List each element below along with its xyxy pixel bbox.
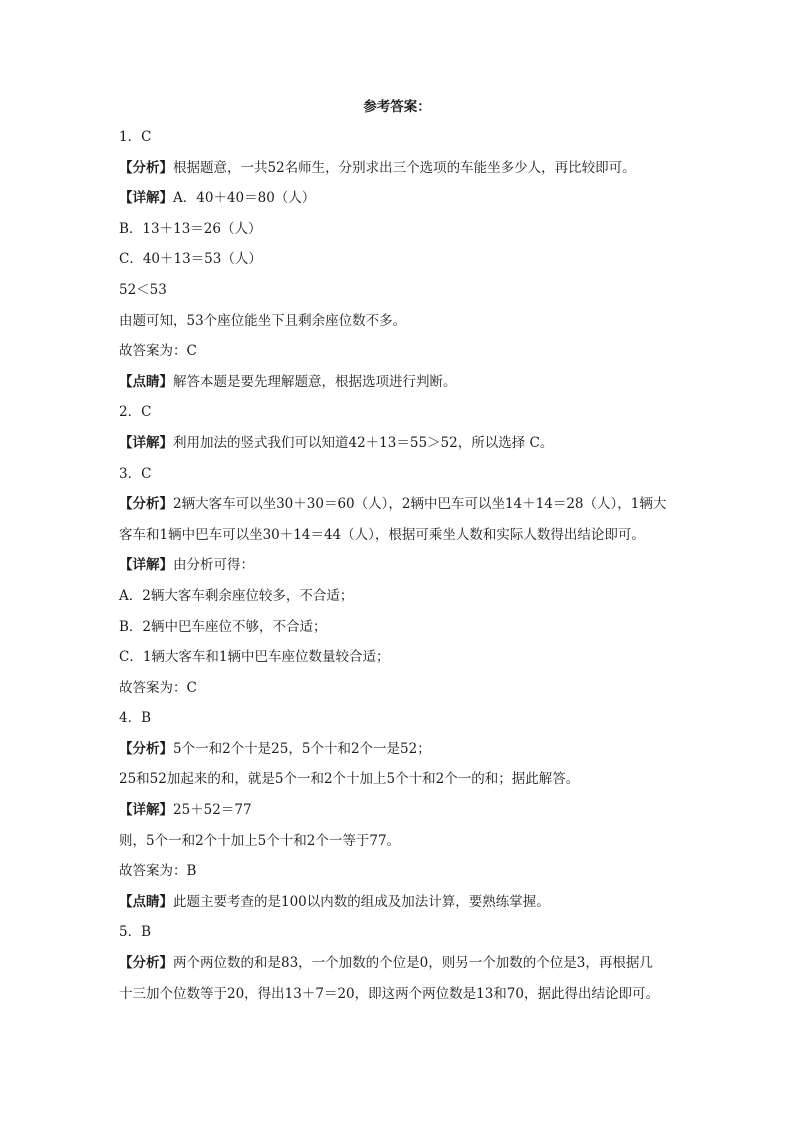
q2-number: 2．C: [119, 404, 152, 421]
q3-option-b: B．2辆中巴车座位不够，不合适；: [119, 618, 327, 635]
q1-option-b: B．13＋13＝26（人）: [119, 220, 262, 237]
detail-tag: 【详解】: [119, 557, 173, 574]
q4-tip-text: 此题主要考查的是100以内数的组成及加法计算，要熟练掌握。: [173, 893, 550, 910]
q4-answer: 故答案为：B: [119, 863, 197, 880]
tip-tag: 【点睛】: [119, 373, 173, 390]
q4-number: 4．B: [119, 710, 152, 727]
q4-analysis-cont: 25和52加起来的和，就是5个一和2个十加上5个十和2个一的和；据此解答。: [119, 771, 580, 788]
tip-tag: 【点睛】: [119, 893, 173, 910]
analysis-tag: 【分析】: [119, 955, 173, 972]
detail-tag: 【详解】: [119, 434, 173, 451]
q4-result: 则，5个一和2个十加上5个十和2个一等于77。: [119, 832, 401, 849]
answer-key-title: 参考答案：: [363, 99, 431, 115]
q5-analysis-cont: 十三加个位数等于20，得出13＋7＝20，即这两个两位数是13和70，据此得出结论即可。: [119, 985, 659, 1002]
q3-analysis: [119, 489, 679, 520]
analysis-tag: 【分析】: [119, 159, 173, 176]
q3-detail: [119, 550, 679, 581]
q1-analysis: [119, 153, 679, 184]
q4-detail-text: 25＋52＝77: [173, 802, 252, 819]
q1-detail: [119, 183, 679, 214]
q1-detail-text: A．40＋40＝80（人）: [173, 190, 316, 207]
q1-tip-text: 解答本题是要先理解题意，根据选项进行判断。: [173, 373, 457, 390]
detail-tag: 【详解】: [119, 190, 173, 207]
q3-option-a: A．2辆大客车剩余座位较多，不合适；: [119, 587, 354, 604]
q5-analysis: [119, 948, 679, 979]
q3-detail-text: 由分析可得：: [173, 557, 254, 574]
q4-analysis-text: 5个一和2个十是25，5个十和2个一是52；: [173, 740, 431, 757]
q3-analysis-text-1: 2辆大客车可以坐30＋30＝60（人），2辆中巴车可以坐14＋14＝28（人），1辆大: [173, 496, 667, 513]
q1-number: 1．C: [119, 129, 152, 145]
q1-option-c: C．40＋13＝53（人）: [119, 251, 262, 268]
q3-answer: 故答案为：C: [119, 679, 197, 696]
q4-analysis: [119, 734, 679, 765]
q2-detail-text: 利用加法的竖式我们可以知道42＋13＝55＞52，所以选择 C。: [173, 434, 554, 451]
q3-option-c: C．1辆大客车和1辆中巴车座位数量较合适；: [119, 649, 390, 666]
answer-content: [119, 122, 679, 1009]
q5-number: 5．B: [119, 924, 152, 941]
analysis-tag: 【分析】: [119, 496, 173, 513]
q1-tip: [119, 367, 679, 398]
q3-number: 3．C: [119, 465, 152, 482]
analysis-tag: 【分析】: [119, 740, 173, 757]
q4-tip: [119, 887, 679, 918]
q2-detail: [119, 428, 679, 459]
q1-answer: 故答案为：C: [119, 343, 197, 360]
detail-tag: 【详解】: [119, 802, 173, 819]
q5-analysis-text-1: 两个两位数的和是83，一个加数的个位是0，则另一个加数的个位是3，再根据几: [173, 955, 653, 972]
q4-detail: [119, 795, 679, 826]
q1-analysis-text: 根据题意，一共52名师生，分别求出三个选项的车能坐多少人，再比较即可。: [173, 159, 636, 176]
q1-compare: 52＜53: [119, 281, 167, 298]
q3-analysis-cont: 客车和1辆中巴车可以坐30＋14＝44（人），根据可乘坐人数和实际人数得出结论即可。: [119, 526, 645, 543]
q1-reason: 由题可知，53个座位能坐下且剩余座位数不多。: [119, 312, 407, 329]
